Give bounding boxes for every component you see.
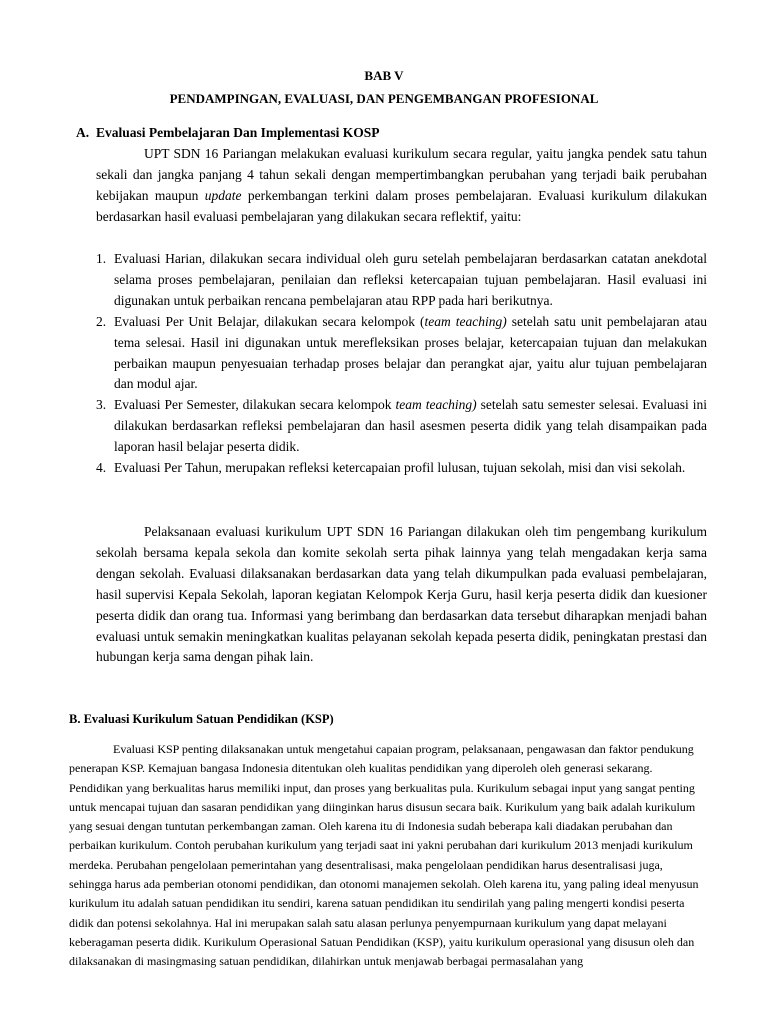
list-item-text-cont: setelah satu unit pembelajaran atau tema selesai. Hasil ini digunakan untuk merefleksikan proses belajar, ketercapaian tujuan dan melakukan perbaikan maupun penyesuaian terhadap proses belajar dan perangkat ajar, yaitu alur tujuan pembelajaran dan modul ajar.: [114, 313, 707, 392]
section-a-intro: [96, 144, 707, 228]
list-item-text: Evaluasi Per Semester, dilakukan secara kelompok: [114, 397, 396, 413]
list-item-number: 2.: [96, 313, 107, 329]
intro-text-2: perkembangan terkini dalam proses pembelajaran. Evaluasi kurikulum dilakukan berdasarkan hasil evaluasi pembelajaran yang dilakukan secara reflektif, yaitu:: [96, 187, 707, 224]
intro-text-1: UPT SDN 16 Pariangan melakukan evaluasi kurikulum secara regular, yaitu jangka pendek satu tahun sekali dan jangka panjang 4 tahun sekali dengan mempertimbangkan perubahan yang terjadi baik perubahan kebijakan maupun: [96, 146, 707, 203]
section-b-heading: B. Evaluasi Kurikulum Satuan Pendidikan (KSP): [69, 712, 334, 726]
intro-paragraph: [96, 144, 707, 228]
list-item-number: 3.: [96, 397, 107, 413]
evaluation-list: [96, 249, 707, 479]
section-a-marker: A.: [76, 125, 90, 140]
intro-italic: update: [204, 187, 242, 203]
list-item-text: Evaluasi Per Unit Belajar, dilakukan secara kelompok (: [114, 313, 425, 329]
list-item-text: Evaluasi Harian, dilakukan secara individual oleh guru setelah pembelajaran berdasarkan catatan anekdotal selama proses pembelajaran, penilaian dan refleksi ketercapaian tujuan pembelajaran. Hasil evaluasi ini digunakan untuk perbaikan rencana pembelajaran atau RPP pada hari berikutnya.: [114, 251, 707, 308]
chapter-number: BAB V: [364, 68, 404, 83]
list-item-number: 1.: [96, 251, 107, 266]
section-a-heading: [76, 125, 380, 141]
section-a-paragraph-2: [96, 522, 707, 668]
list-item-text-cont: setelah satu semester selesai. Evaluasi ini dilakukan berdasarkan refleksi pembelajaran dan hasil asesmen peserta didik yang telah disampaikan pada laporan hasil belajar peserta didik.: [114, 397, 707, 455]
list-item-italic: team teaching): [395, 397, 477, 413]
list-item: [96, 249, 707, 312]
section-a-heading-text: Evaluasi Pembelajaran Dan Implementasi KOSP: [96, 125, 380, 140]
list-item-number: 4.: [96, 460, 107, 476]
body-paragraph: Evaluasi KSP penting dilaksanakan untuk mengetahui capaian program, pelaksanaan, pengawasan dan faktor pendukung penerapan KSP. Kemajuan bangasa Indonesia ditentukan oleh kualitas pendidikan yang diperoleh oleh generasi sekarang. Pendidikan yang berkualitas harus memiliki input, dan proses yang berkualitas pula. Kurikulum sebagai input yang sangat penting untuk mencapai tujuan dan sasaran pendidikan yang diinginkan harus disusun secara baik. Kurikulum yang baik adalah kurikulum yang sesuai dengan tuntutan perkembangan zaman. Oleh karena itu di Indonesia sudah beberapa kali diadakan perubahan dan perbaikan kurikulum. Contoh perubahan kurikulum yang terjadi saat ini yakni perubahan dari kurikulum 2013 menjadi kurikulum merdeka. Perubahan pengelolaan pemerintahan yang desentralisasi, maka pengelolaan pendidikan harus desentralisasi juga, sehingga harus ada pemberian otonomi pendidikan, dan otonomi manajemen sekolah. Oleh karena itu, yang paling ideal menyusun kurikulum itu adalah satuan pendidikan itu sendiri, karena satuan pendidikan itu sendirilah yang paling mengerti kondisi peserta didik dan potensi sekolahnya. Hal ini merupakan salah satu alasan perlunya penyempurnaan kurikulum yang dapat melayani keberagaman peserta didik. Kurikulum Operasional Satuan Pendidikan (KSP), yaitu kurikulum operasional yang disusun oleh dan dilaksanakan di masingmasing satuan pendidikan, dilahirkan untuk menjawab berbagai permasalahan yang: [69, 742, 699, 969]
section-b-body: [69, 740, 701, 972]
body-paragraph: Pelaksanaan evaluasi kurikulum UPT SDN 16 Pariangan dilakukan oleh tim pengembang kurikulum sekolah bersama kepala sekola dan komite sekolah serta pihak lainnya yang telah mengadakan kerja sama dengan sekolah. Evaluasi dilaksanakan berdasarkan data yang telah dikumpulkan pada evaluasi pembelajaran, hasil supervisi Kepala Sekolah, laporan kegiatan Kelompok Kerja Guru, hasil kerja peserta didik dan kuesioner peserta didik dan orang tua. Informasi yang berimbang dan berdasarkan data tersebut diharapkan menjadi bahan evaluasi untuk semakin meningkatkan kualitas pelayanan sekolah kepada peserta didik, peningkatan prestasi dan hubungan kerja sama dengan pihak lain.: [96, 524, 707, 665]
list-item-text: Evaluasi Per Tahun, merupakan refleksi ketercapaian profil lulusan, tujuan sekolah, misi dan visi sekolah.: [114, 460, 686, 476]
list-item: [96, 458, 707, 479]
list-item: [96, 395, 707, 458]
list-item-italic: team teaching): [424, 313, 507, 329]
list-item: [96, 312, 707, 396]
chapter-title: PENDAMPINGAN, EVALUASI, DAN PENGEMBANGAN PROFESIONAL: [169, 91, 599, 106]
